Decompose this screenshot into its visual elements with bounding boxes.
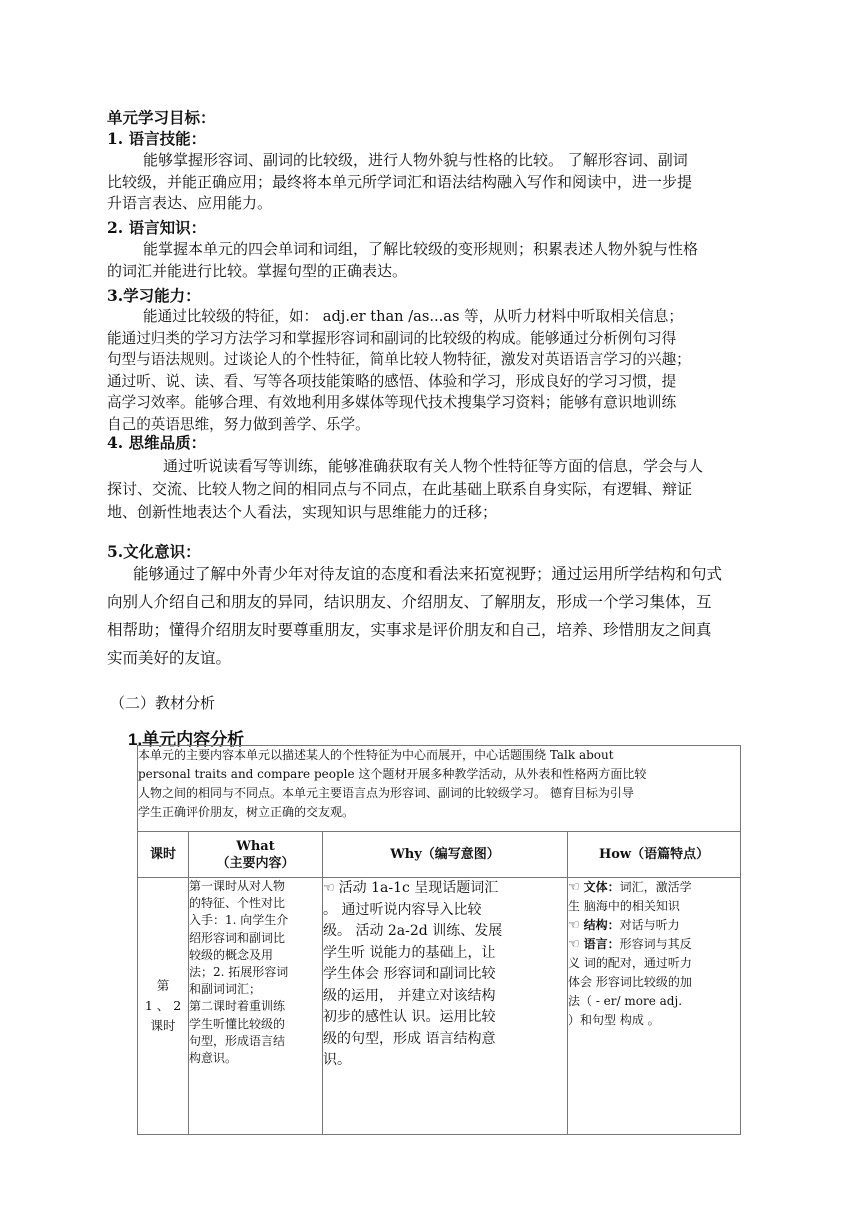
hand-pointing-icon: ☜ [568,937,580,952]
section-body-cultural-awareness [107,560,722,672]
text-line: 能通过比较级的特征，如： adj.er than /as...as 等，从听力材料中听取相关信息； [143,308,683,325]
unit-intro-cell [138,746,741,832]
section-title-language-skills: 1. 语言技能： [107,129,207,148]
why-line: 学生体会 形容词和副词比较 [323,966,496,982]
header-how: How（语篇特点） [568,832,741,878]
why-line: 级。 活动 2a-2d 训练、发展 [323,923,503,939]
intro-line: 人物之间的相同与不同点。本单元主要语言点为形容词、副词的比较级学习。 德育目标为引导 [138,786,634,800]
unit-analysis-table [137,745,741,1135]
what-line: 绍形容词和副词比 [189,930,286,945]
text-line: 自己的英语思维，努力做到善学、乐学。 [107,415,370,433]
why-cell [323,878,568,1135]
text-line: 向别人介绍自己和朋友的异同，结识朋友、介绍朋友、了解朋友，形成一个学习集体，互 [107,593,712,611]
how-language-line: 体会 形容词比较级的加 [568,975,692,989]
how-language-line: 法（ - er/ more adj. [568,994,683,1008]
section-body-language-skills [107,150,692,215]
text-line: 句型与语法规则。过谈论人的个性特征，简单比较人物特征，激发对英语语言学习的兴趣； [107,351,691,369]
hand-pointing-icon: ☜ [568,918,580,933]
what-line: 学生听懂比较级的 [189,1016,286,1031]
text-line: 通过听说读看写等训练，能够准确获取有关人物个性特征等方面的信息，学会与人 [163,457,704,475]
text-line: 高学习效率。能够合理、有效地利用多媒体等现代技术搜集学习资料；能够有意识地训练 [107,394,677,412]
lesson-cell [138,878,189,1135]
table-header-row [138,832,741,878]
why-line: 学生听 说能力的基础上，让 [323,944,496,961]
text-line: 升语言表达、应用能力。 [107,194,273,213]
lesson-line: 1 、 2 [144,998,182,1013]
text-line: 相帮助；懂得介绍朋友时要尊重朋友，实事求是评价朋友和自己，培养、珍惜朋友之间真 [107,621,712,639]
section-title-thinking-quality: 4. 思维品质： [107,433,207,452]
text-line: 能通过归类的学习方法学习和掌握形容词和副词的比较级的构成。能够通过分析例句习得 [107,329,677,347]
header-what-line2: （主要内容） [216,855,295,871]
text-line: 地、创新性地表达个人看法，实现知识与思维能力的迁移； [107,503,498,521]
why-line: 级的运用， 并建立对该结构 [323,987,496,1004]
what-line: 第二课时着重训练 [189,999,286,1014]
why-line: 初步的感性认 识。运用比较 [323,1009,496,1025]
what-line: 构意识。 [189,1051,238,1066]
what-line: 较级的概念及用 [189,947,274,962]
text-line: 比较级，并能正确应用；最终将本单元所学词汇和语法结构融入写作和阅读中，进一步提 [107,172,693,191]
table-intro-row [138,746,741,832]
section-title-cultural-awareness: 5.文化意识： [107,542,201,561]
what-line: 和副词词汇； [189,982,262,997]
section-title-language-knowledge: 2. 语言知识： [107,218,207,237]
text-line: 的词汇并能进行比较。掌握句型的正确表达。 [107,261,408,280]
hand-pointing-icon: ☜ [568,880,580,895]
how-text-line: ☜ 文体：词汇，激活学 [568,880,692,895]
unit-content-analysis-title: 1.单元内容分析 [128,730,245,749]
what-line: 句型，形成语言结 [189,1033,286,1048]
what-line: 的特征、个性对比 [189,896,286,911]
what-cell [189,878,323,1135]
how-structure-line: ☜ 结构：对话与听力 [568,918,680,933]
how-cell [568,878,741,1135]
header-what [189,832,323,878]
how-language-line: ☜ 语言：形容词与其反 [568,937,692,952]
text-line: 能够掌握形容词、副词的比较级，进行人物外貌与性格的比较。 了解形容词、副词 [143,151,688,169]
why-line: 。 通过听说内容导入比较 [323,901,482,918]
what-line: 第一课时从对人物 [189,879,286,893]
why-line: 级的句型，形成 语言结构意 [323,1030,496,1047]
lesson-line: 课时 [150,1018,176,1033]
hand-pointing-icon: ☜ [323,881,335,896]
what-line: 法；2. 拓展形容词 [189,965,289,980]
section-body-learning-ability [107,306,691,436]
section-title-learning-ability: 3.学习能力： [107,286,201,305]
text-line: 能够通过了解中外青少年对待友谊的态度和看法来拓宽视野；通过运用所学结构和句式 [133,565,723,583]
section-body-language-knowledge [107,239,698,282]
page-heading: 单元学习目标： [107,108,216,127]
why-line: 识。 [323,1052,351,1068]
lesson-line: 第 [156,978,170,993]
header-lesson: 课时 [138,832,189,878]
header-what-line1: What [236,838,275,854]
what-line: 入手：1. 向学生介 [189,913,289,928]
part-title-textbook-analysis: （二）教材分析 [110,695,216,712]
intro-line: 本单元的主要内容本单元以描述某人的个性特征为中心而展开，中心话题围绕 Talk about [138,748,614,762]
intro-line: personal traits and compare people 这个题材开展多种教学活动，从外表和性格两方面比较 [138,767,647,781]
text-line: 通过听、说、读、看、写等各项技能策略的感悟、体验和学习，形成良好的学习习惯，提 [107,372,677,390]
how-language-line: 义 词的配对，通过听力 [568,956,692,970]
section-body-thinking-quality [107,455,703,524]
text-line: 探讨、交流、比较人物之间的相同点与不同点，在此基础上联系自身实际，有逻辑、辩证 [107,480,693,498]
text-line: 能掌握本单元的四会单词和词组，了解比较级的变形规则；积累表述人物外貌与性格 [143,240,699,258]
header-why: Why（编写意图） [323,832,568,878]
table-row [138,878,741,1135]
text-line: 实而美好的友谊。 [107,649,232,667]
how-text-line: 生 脑海中的相关知识 [568,899,680,913]
why-line: ☜ 活动 1a-1c 呈现话题词汇 [323,880,499,896]
how-language-line: ）和句型 构成 。 [568,1013,660,1027]
intro-line: 学生正确评价朋友，树立正确的交友观。 [138,805,355,819]
